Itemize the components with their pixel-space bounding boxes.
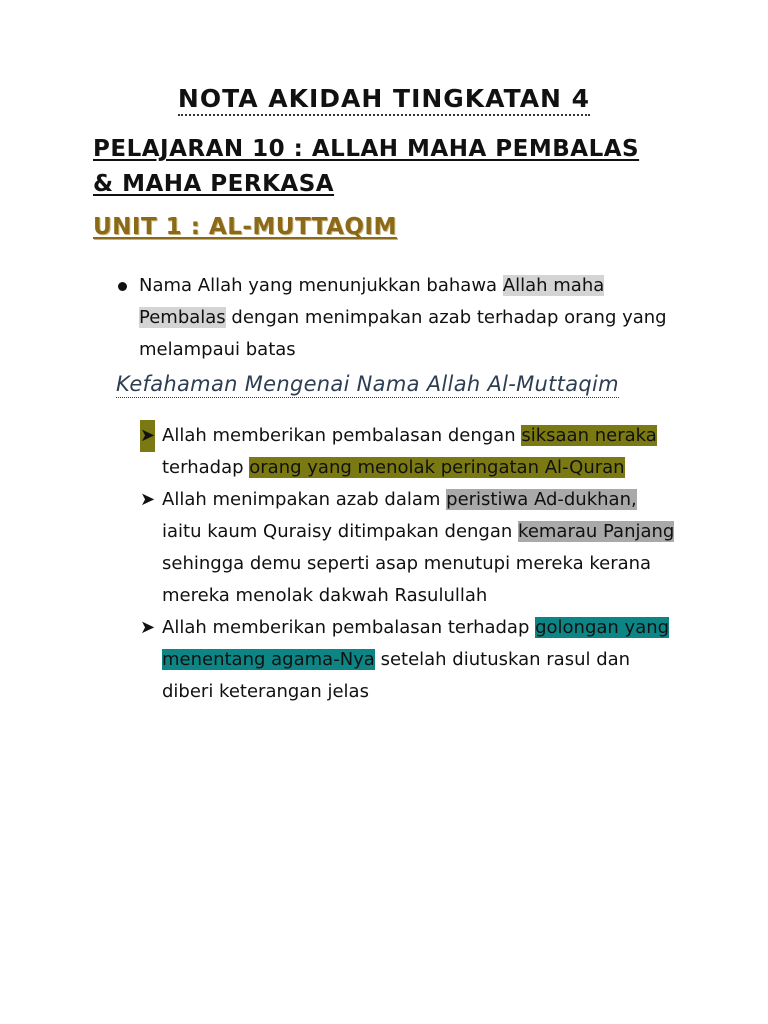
list-item-text: sehingga demu seperti asap menutupi mereka kerana mereka menolak dakwah Rasulullah — [162, 553, 652, 606]
list-item-highlight: orang yang menolak peringatan Al-Quran — [249, 457, 625, 478]
arrowhead-right-icon: ➤ — [140, 489, 156, 510]
bullet-dot-icon — [118, 282, 127, 291]
lesson-heading-text: PELAJARAN 10 : ALLAH MAHA PEMBALAS & MAHA PERKASA — [93, 136, 640, 197]
list-item-highlight: peristiwa Ad-dukhan, — [446, 489, 637, 510]
section-subheading — [116, 372, 619, 396]
definition-text-part: Nama Allah yang menunjukkan bahawa — [139, 275, 503, 296]
explanation-list — [140, 420, 680, 708]
arrowhead-right-icon: ➤ — [140, 617, 156, 638]
arrowhead-right-icon: ➤ — [140, 420, 155, 452]
document-title — [0, 84, 768, 113]
list-item-text: iaitu kaum Quraisy ditimpakan dengan — [162, 521, 519, 542]
definition-bullet — [118, 270, 678, 366]
section-subheading-text: Kefahaman Mengenai Nama Allah Al-Muttaqim — [116, 372, 619, 396]
list-item — [140, 612, 680, 708]
list-item — [140, 484, 680, 612]
definition-text-part: dengan menimpakan azab terhadap orang yang melampaui batas — [139, 307, 667, 360]
list-item-text: Allah memberikan pembalasan terhadap — [162, 617, 536, 638]
definition-highlight: Allah maha Pembalas — [139, 275, 605, 328]
lesson-heading — [93, 132, 653, 202]
unit-heading: UNIT 1 : AL-MUTTAQIM — [93, 214, 397, 240]
list-item-text: Allah menimpakan azab dalam — [162, 489, 447, 510]
list-item-highlight: golongan yang menentang agama-Nya — [162, 617, 670, 670]
list-item-highlight: kemarau Panjang — [518, 521, 675, 542]
list-item-text: Allah memberikan pembalasan dengan — [162, 425, 522, 446]
list-item — [140, 420, 680, 484]
document-title-text: NOTA AKIDAH TINGKATAN 4 — [178, 84, 590, 116]
list-item-highlight: siksaan neraka — [521, 425, 657, 446]
list-item-text: setelah diutuskan rasul dan diberi keterangan jelas — [162, 649, 631, 702]
list-item-text: terhadap — [162, 457, 250, 478]
definition-text — [139, 270, 678, 366]
